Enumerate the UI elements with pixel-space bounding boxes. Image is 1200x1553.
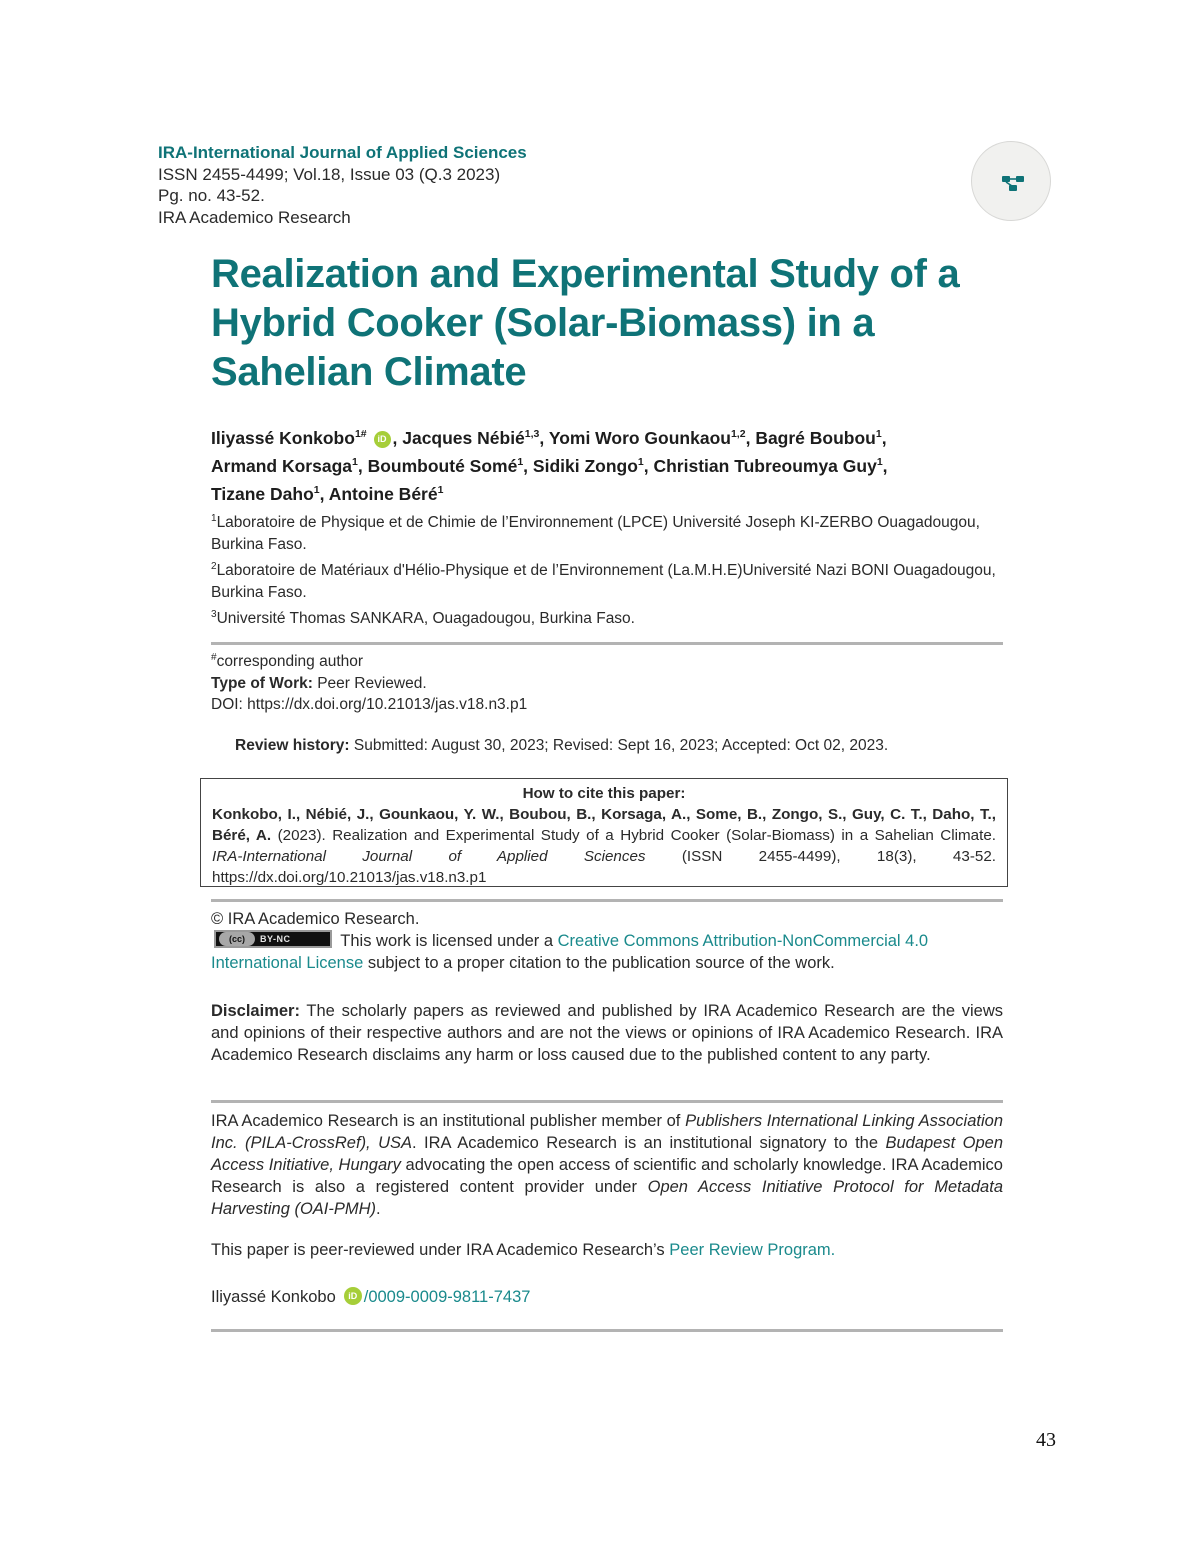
statement-text: . — [376, 1200, 381, 1218]
type-value: Peer Reviewed. — [312, 674, 427, 692]
author-name: Boumbouté Somé — [367, 456, 518, 476]
author-sup: 1 — [352, 456, 358, 469]
affiliation-sup: 1 — [211, 512, 217, 524]
author-name: Christian Tubreoumya Guy — [653, 456, 877, 476]
journal-header — [158, 142, 527, 228]
affiliations — [211, 512, 1011, 634]
disclaimer-text: The scholarly papers as reviewed and published by IRA Academico Research are the views and opinions of their respective authors and are not the views or opinions of IRA Academico Research. IRA Academico Research disclaims any harm or loss caused due to the published content to any party. — [211, 1002, 1003, 1064]
divider — [211, 1329, 1003, 1332]
license-post: subject to a proper citation to the publication source of the work. — [363, 954, 835, 972]
share-nodes-icon — [972, 142, 1052, 222]
divider — [211, 642, 1003, 645]
orcid-icon[interactable]: iD — [374, 431, 391, 448]
affiliation-text: Laboratoire de Matériaux d'Hélio-Physique et de l’Environnement (La.M.H.E)Université Nazi BONI Ouagadougou, Burkina Faso. — [211, 562, 996, 601]
author-sup: 1 — [875, 428, 882, 441]
title-line-3: Sahelian Climate — [211, 350, 527, 394]
author-name: Jacques Nébié — [402, 428, 525, 448]
statement-text: . IRA Academico Research is an institutional signatory to the — [412, 1134, 886, 1152]
corresponding-author: corresponding author — [216, 653, 364, 670]
orcid-icon[interactable]: iD — [344, 1287, 362, 1305]
author-name: Bagré Boubou — [755, 428, 876, 448]
by-nc-label: BY-NC — [260, 934, 291, 944]
citation-tail: (ISSN 2455-4499), 18(3), 43-52. https://dx.doi.org/10.21013/jas.v18.n3.p1 — [212, 848, 996, 886]
author-sup: 1# — [354, 428, 367, 441]
license-pre: This work is licensed under a — [336, 932, 558, 950]
citation-authors: Konkobo, I., Nébié, J., Gounkaou, Y. W., Boubou, B., Korsaga, A., Some, B., Zongo, S., Guy, C. T., Daho, T., Béré, A. — [212, 806, 996, 844]
author-name: Antoine Béré — [328, 484, 438, 504]
author-sup: 1 — [437, 484, 444, 497]
orcid-line — [211, 1287, 530, 1307]
affiliation-sup: 3 — [211, 608, 217, 620]
review-text: Submitted: August 30, 2023; Revised: Sept 16, 2023; Accepted: Oct 02, 2023. — [349, 737, 889, 754]
publisher-name: IRA Academico Research — [158, 207, 351, 227]
affiliation — [211, 512, 1011, 556]
statement-italic: Open Access Initiative Protocol for Metadata Harvesting (OAI-PMH) — [211, 1178, 1003, 1218]
paper-meta — [211, 651, 527, 716]
license-text — [211, 930, 1003, 974]
peer-text: This paper is peer-reviewed under IRA Academico Research’s — [211, 1241, 670, 1259]
license-link[interactable]: Creative Commons Attribution-NonCommercial 4.0 International License — [211, 932, 929, 972]
divider — [211, 1100, 1003, 1103]
cc-icon: (cc) — [219, 932, 255, 946]
disclaimer — [211, 1000, 1003, 1066]
author-sup: 1 — [876, 456, 883, 469]
affiliation-text: Laboratoire de Physique et de Chimie de l’Environnement (LPCE) Université Joseph KI-ZERBO Ouagadougou, Burkina Faso. — [211, 514, 980, 553]
share-button[interactable] — [971, 141, 1051, 221]
author-sup: 1 — [637, 456, 644, 469]
author-name: Armand Korsaga — [211, 456, 353, 476]
journal-name: IRA-International Journal of Applied Sciences — [158, 143, 527, 162]
disclaimer-label: Disclaimer: — [211, 1002, 300, 1020]
review-label: Review history: — [235, 737, 350, 754]
affiliation-sup: 2 — [211, 560, 217, 572]
statement-italic: Publishers International Linking Association Inc. (PILA-CrossRef), USA — [211, 1112, 1003, 1152]
corresponding-sup: # — [211, 651, 217, 663]
paper-title — [211, 250, 1041, 397]
affiliation-text: Université Thomas SANKARA, Ouagadougou, Burkina Faso. — [216, 610, 635, 627]
cc-by-nc-badge[interactable] — [214, 930, 332, 948]
author-sup: 1 — [517, 456, 524, 469]
issn-line: ISSN 2455-4499; Vol.18, Issue 03 (Q.3 2023) — [158, 164, 501, 184]
peer-review-link[interactable]: Peer Review Program. — [669, 1241, 836, 1259]
orcid-link[interactable]: /0009-0009-9811-7437 — [363, 1288, 531, 1306]
citation-heading: How to cite this paper: — [522, 785, 686, 802]
title-line-2: Hybrid Cooker (Solar-Biomass) in a — [211, 301, 875, 345]
type-label: Type of Work: — [211, 674, 313, 692]
author-name: Sidiki Zongo — [532, 456, 638, 476]
divider — [211, 899, 1003, 902]
citation-body: (2023). Realization and Experimental Study of a Hybrid Cooker (Solar-Biomass) in a Sahelian Climate. — [271, 827, 996, 844]
orcid-author: Iliyassé Konkobo — [211, 1288, 336, 1306]
license-block — [211, 908, 1003, 974]
page-range: Pg. no. 43-52. — [158, 186, 265, 205]
author-list: Iliyassé Konkobo$^{1\#}$ iD , Jacques Nébié$^{1,3}$, Yomi Woro Gounkaou$^{1,2}$, Bagré Boubou$^1$, Armand Korsaga$^1$, Boumbouté Somé$^1$, Sidiki Zongo$^1$, Christian Tubreoumya Guy$^1$, Tizane Daho$^1$, Antoine Béré$^1$ — [211, 428, 888, 504]
author-sup: 1 — [313, 484, 320, 497]
review-history — [235, 737, 888, 755]
statement-text: advocating the open access of scientific and scholarly knowledge. IRA Academico Research is also a registered content provider under — [211, 1156, 1003, 1196]
copyright: © IRA Academico Research. — [211, 910, 420, 928]
publisher-statement — [211, 1110, 1003, 1220]
doi[interactable]: DOI: https://dx.doi.org/10.21013/jas.v18.n3.p1 — [211, 696, 528, 713]
affiliation — [211, 608, 1011, 630]
title-line-1: Realization and Experimental Study of a — [211, 252, 960, 296]
statement-italic: Budapest Open Access Initiative, Hungary — [211, 1134, 1004, 1174]
author-name: Iliyassé Konkobo — [211, 428, 355, 448]
author-name: Yomi Woro Gounkaou — [548, 428, 731, 448]
author-sup: 1,3 — [524, 428, 540, 441]
peer-review-line — [211, 1241, 835, 1260]
page-number: 43 — [1036, 1429, 1056, 1451]
affiliation — [211, 560, 1011, 604]
author-name: Tizane Daho — [211, 484, 314, 504]
citation-box — [200, 778, 1008, 887]
author-sup: 1,2 — [730, 428, 746, 441]
statement-text: IRA Academico Research is an institutional publisher member of — [211, 1112, 686, 1130]
citation-journal: IRA-International Journal of Applied Sciences — [212, 848, 646, 865]
citation-text — [212, 804, 996, 888]
